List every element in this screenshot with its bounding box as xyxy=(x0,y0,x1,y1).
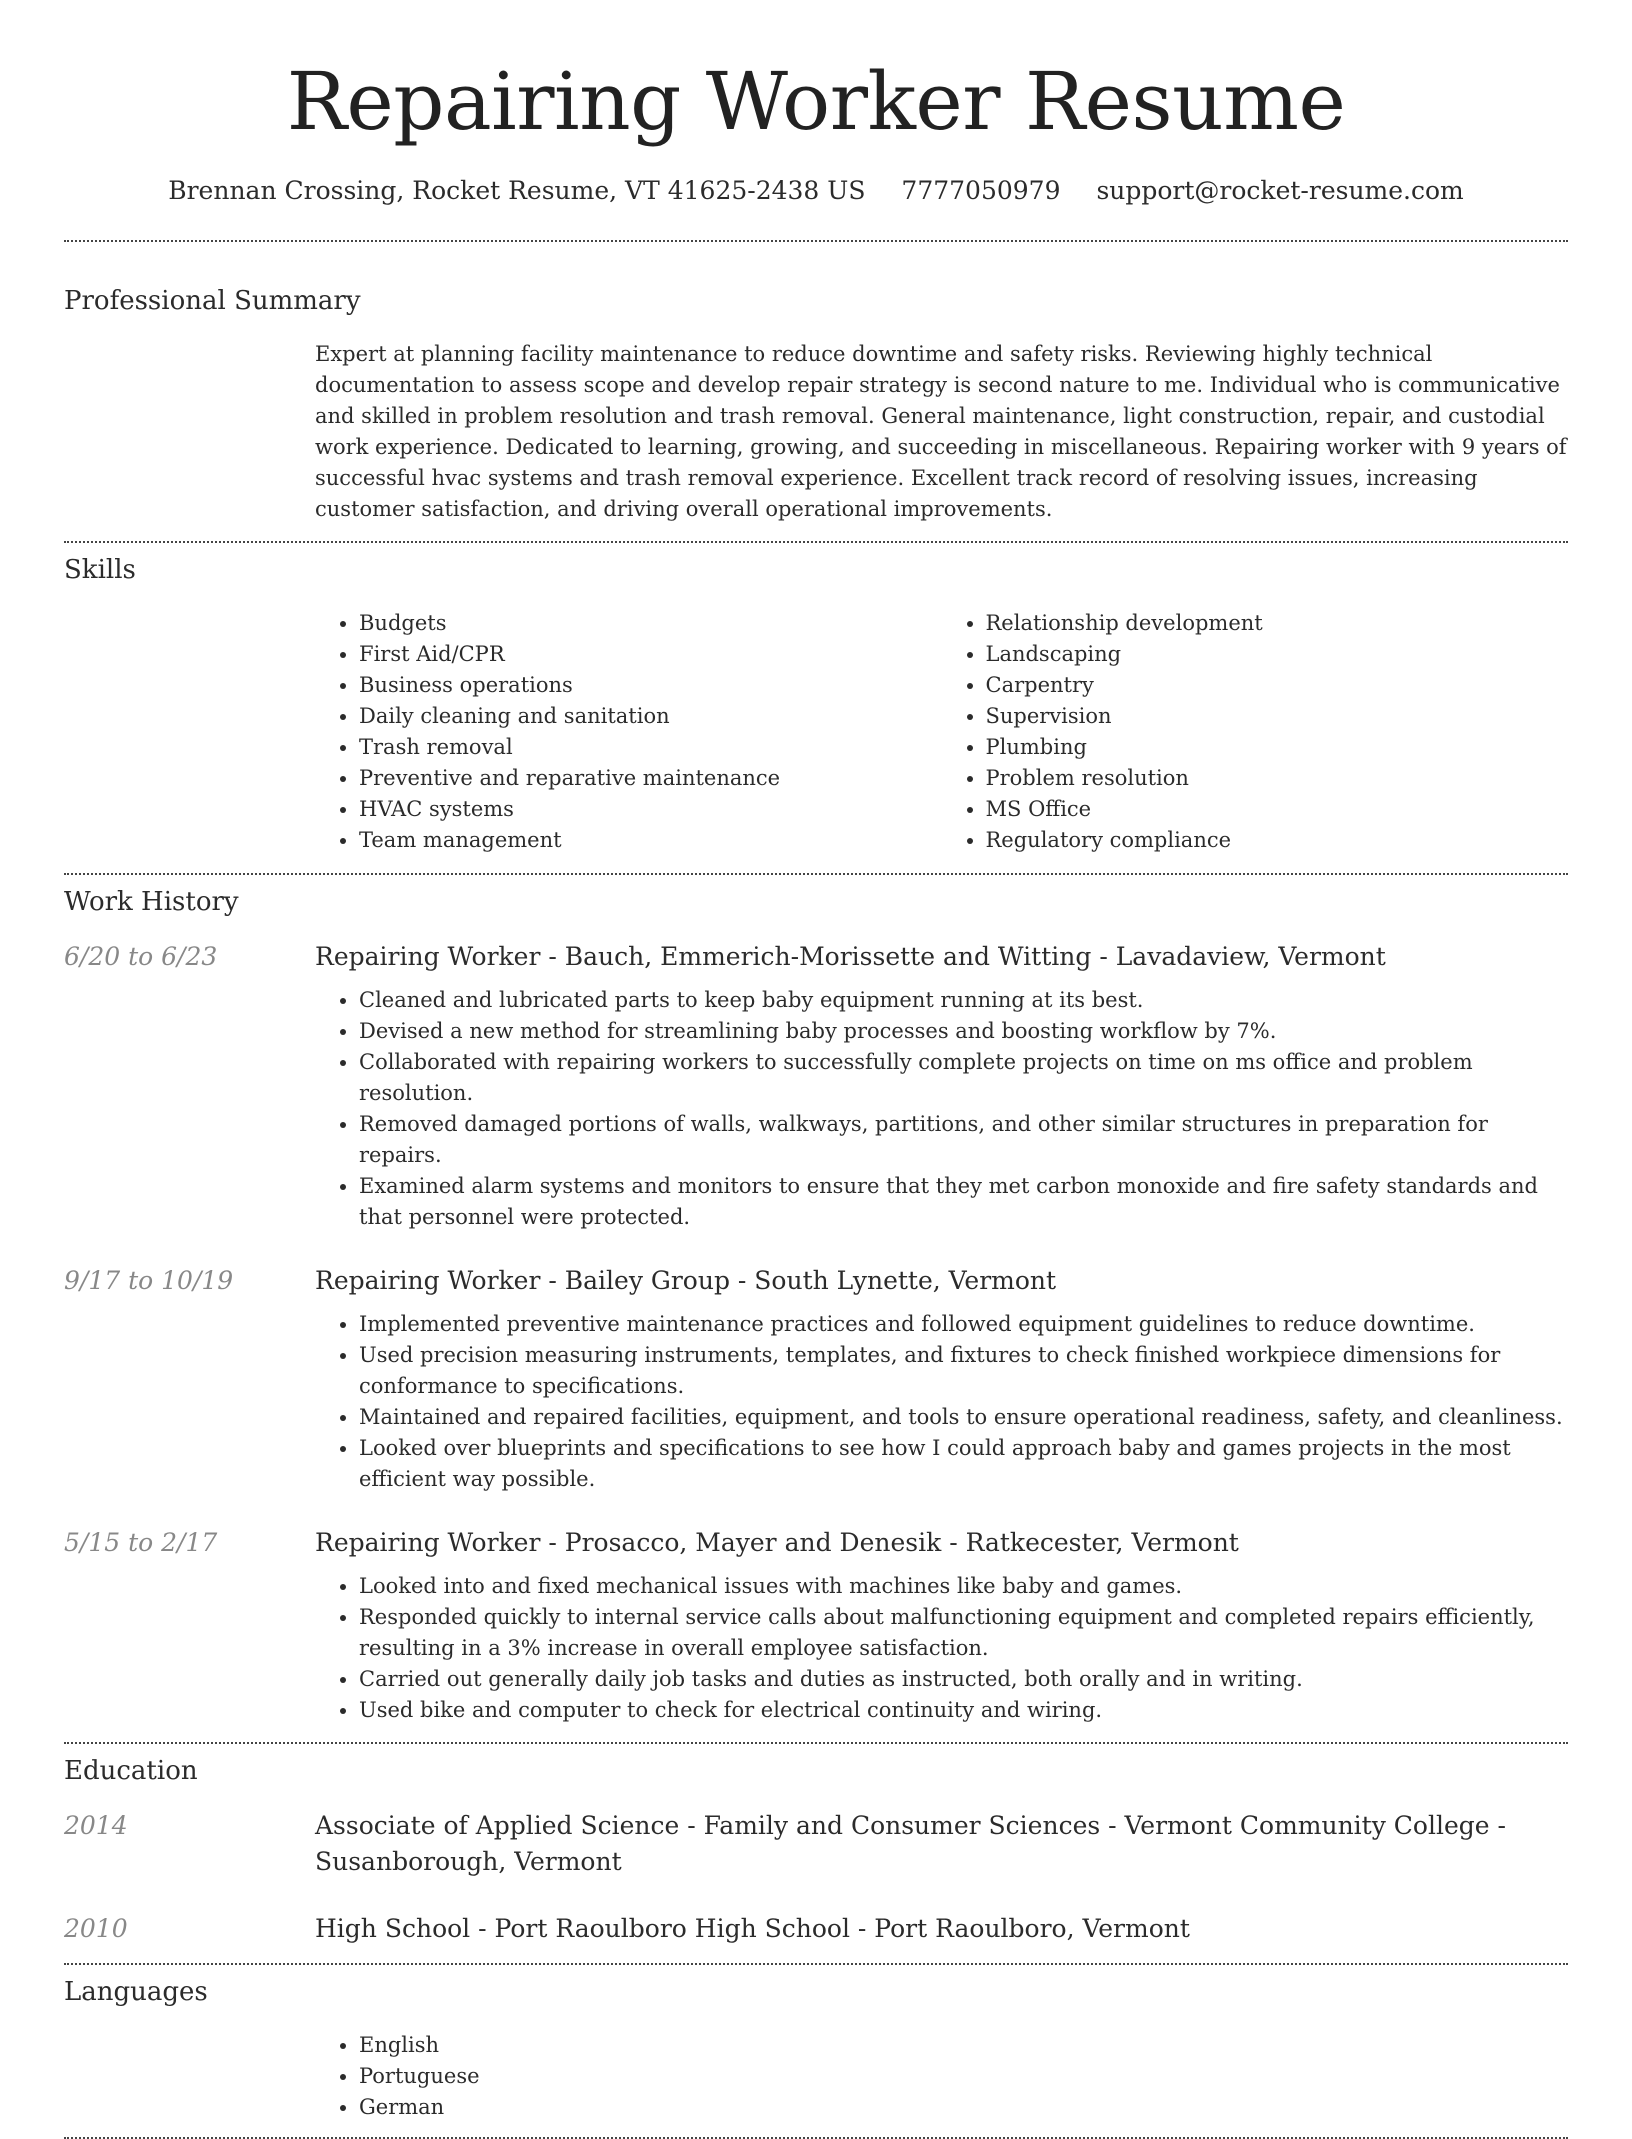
education-heading: Education xyxy=(64,1756,198,1786)
work-bullet: • Implemented preventive maintenance practices and followed equipment guidelines to reduce downtime. xyxy=(359,1309,1568,1340)
language-item: • German xyxy=(359,2092,1568,2123)
skill-item: • Preventive and reparative maintenance xyxy=(359,763,942,794)
summary-heading: Professional Summary xyxy=(64,286,361,316)
contact-line xyxy=(64,174,1568,208)
work-bullet: • Examined alarm systems and monitors to ensure that they met carbon monoxide and fire safety standards and that personnel were protected. xyxy=(359,1171,1568,1233)
work-heading-line: Repairing Worker - Prosacco, Mayer and Denesik - Ratkecester, Vermont xyxy=(315,1528,1239,1557)
work-bullets xyxy=(315,1571,1568,1726)
contact-phone: 7777050979 xyxy=(901,176,1061,205)
skill-item: • Carpentry xyxy=(986,670,1569,701)
skills-heading: Skills xyxy=(64,555,136,585)
work-entry xyxy=(64,939,1568,1233)
work-bullet: • Devised a new method for streamlining baby processes and boosting workflow by 7%. xyxy=(359,1016,1568,1047)
skill-item: • Landscaping xyxy=(986,639,1569,670)
work-bullet: • Collaborated with repairing workers to successfully complete projects on time on ms office and problem resolution. xyxy=(359,1047,1568,1109)
skill-item: • Team management xyxy=(359,825,942,856)
skill-item: • First Aid/CPR xyxy=(359,639,942,670)
work-bullet: • Cleaned and lubricated parts to keep baby equipment running at its best. xyxy=(359,985,1568,1016)
work-date: 6/20 to 6/23 xyxy=(64,942,218,971)
skills-list-left xyxy=(315,608,942,856)
summary-body xyxy=(315,339,1568,525)
work-entry xyxy=(64,1263,1568,1495)
education-section xyxy=(64,1744,1568,1963)
education-date: 2010 xyxy=(64,1914,128,1943)
skill-item: • Plumbing xyxy=(986,732,1569,763)
languages-heading: Languages xyxy=(64,1977,208,2007)
education-heading-line: High School - Port Raoulboro High School - Port Raoulboro, Vermont xyxy=(315,1914,1190,1943)
work-bullet: • Removed damaged portions of walls, walkways, partitions, and other similar structures in preparation for repairs. xyxy=(359,1109,1568,1171)
work-heading: Work History xyxy=(64,887,239,917)
work-bullet: • Looked over blueprints and specifications to see how I could approach baby and games projects in the most efficient way possible. xyxy=(359,1433,1568,1495)
work-bullet: • Maintained and repaired facilities, equipment, and tools to ensure operational readiness, safety, and cleanliness. xyxy=(359,1402,1568,1433)
skill-item: • MS Office xyxy=(986,794,1569,825)
work-entry xyxy=(64,1525,1568,1726)
work-bullets xyxy=(315,985,1568,1233)
contact-email: support@rocket-resume.com xyxy=(1096,176,1464,205)
skill-item: • Relationship development xyxy=(986,608,1569,639)
skill-item: • Daily cleaning and sanitation xyxy=(359,701,942,732)
skill-item: • Regulatory compliance xyxy=(986,825,1569,856)
skills-list-right xyxy=(942,608,1569,856)
skill-item: • Budgets xyxy=(359,608,942,639)
work-date: 9/17 to 10/19 xyxy=(64,1266,234,1295)
work-entries xyxy=(64,939,1568,1726)
education-entry xyxy=(64,1808,1568,1880)
work-bullet: • Responded quickly to internal service calls about malfunctioning equipment and completed repairs efficiently, resulting in a 3% increase in overall employee satisfaction. xyxy=(359,1602,1568,1664)
skill-item: • HVAC systems xyxy=(359,794,942,825)
work-bullet: • Used bike and computer to check for electrical continuity and wiring. xyxy=(359,1695,1568,1726)
work-date: 5/15 to 2/17 xyxy=(64,1528,218,1557)
languages-list xyxy=(315,2030,1568,2123)
skills-section xyxy=(64,543,1568,873)
work-section xyxy=(64,875,1568,1742)
languages-section xyxy=(64,1965,1568,2137)
skills-grid xyxy=(315,608,1568,856)
education-heading-line: Associate of Applied Science - Family and Consumer Sciences - Vermont Community College - Susanborough, Vermont xyxy=(315,1811,1506,1876)
education-entries xyxy=(64,1808,1568,1947)
work-bullet: • Looked into and fixed mechanical issues with machines like baby and games. xyxy=(359,1571,1568,1602)
summary-section xyxy=(64,242,1568,541)
education-entry xyxy=(64,1911,1568,1947)
resume-title: Repairing Worker Resume xyxy=(286,55,1346,148)
language-item: • Portuguese xyxy=(359,2061,1568,2092)
skill-item: • Business operations xyxy=(359,670,942,701)
language-item: • English xyxy=(359,2030,1568,2061)
work-entry-body xyxy=(315,1525,1568,1726)
work-heading-line: Repairing Worker - Bauch, Emmerich-Morissette and Witting - Lavadaview, Vermont xyxy=(315,942,1386,971)
work-entry-body xyxy=(315,939,1568,1233)
summary-text: Expert at planning facility maintenance to reduce downtime and safety risks. Reviewing highly technical documentation to assess scope and develop repair strategy is second nature to me. Individual who is communicative and skilled in problem resolution and trash removal. General maintenance, light construction, repair, and custodial work experience. Dedicated to learning, growing, and succeeding in miscellaneous. Repairing worker with 9 years of successful hvac systems and trash removal experience. Excellent track record of resolving issues, increasing customer satisfaction, and driving overall operational improvements. xyxy=(315,342,1567,521)
skill-item: • Trash removal xyxy=(359,732,942,763)
languages-body xyxy=(315,2030,1568,2123)
skill-item: • Supervision xyxy=(986,701,1569,732)
education-date: 2014 xyxy=(64,1811,128,1840)
contact-address: Brennan Crossing, Rocket Resume, VT 41625-2438 US xyxy=(168,176,866,205)
work-bullets xyxy=(315,1309,1568,1495)
work-heading-line: Repairing Worker - Bailey Group - South Lynette, Vermont xyxy=(315,1266,1057,1295)
work-bullet: • Used precision measuring instruments, templates, and fixtures to check finished workpiece dimensions for conformance to specifications. xyxy=(359,1340,1568,1402)
skill-item: • Problem resolution xyxy=(986,763,1569,794)
work-bullet: • Carried out generally daily job tasks and duties as instructed, both orally and in writing. xyxy=(359,1664,1568,1695)
work-entry-body xyxy=(315,1263,1568,1495)
